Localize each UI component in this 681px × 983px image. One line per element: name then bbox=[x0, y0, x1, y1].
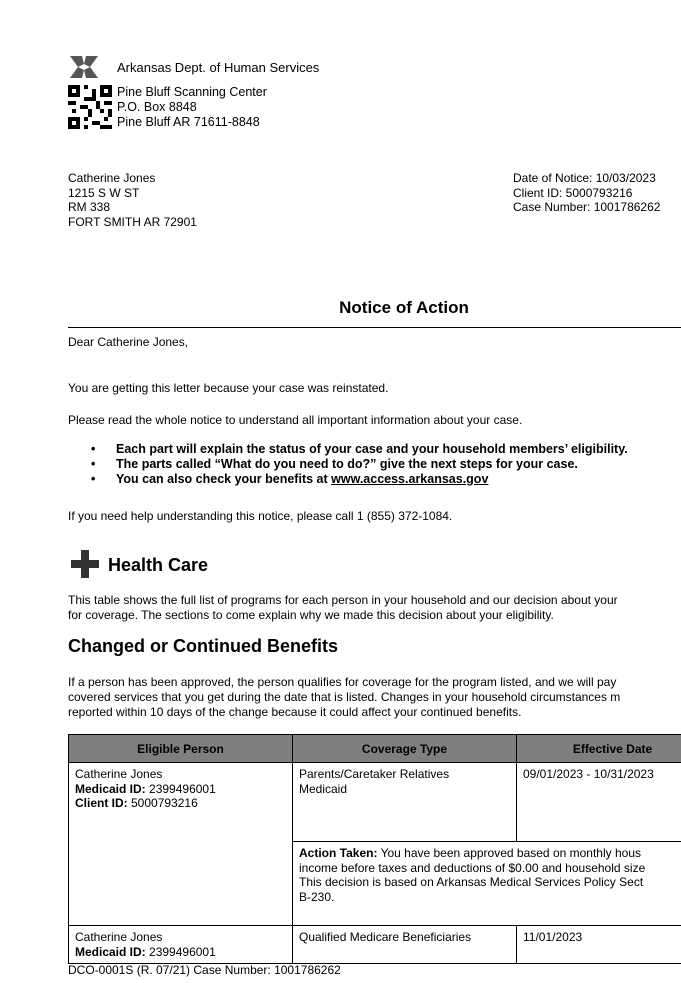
person-name: Catherine Jones bbox=[75, 930, 163, 944]
benefits-paragraph bbox=[68, 675, 681, 720]
bullet-text: The parts called “What do you need to do?” give the next steps for your case. bbox=[116, 457, 578, 471]
table-row bbox=[69, 926, 681, 964]
bullet-item bbox=[88, 442, 681, 457]
paragraph-line: reported within 10 days of the change because it could affect your continued benefits. bbox=[68, 705, 522, 719]
center-line: Pine Bluff Scanning Center bbox=[117, 85, 267, 99]
address-line: 1215 S W ST bbox=[68, 185, 140, 200]
effective-date-cell: 09/01/2023 - 10/31/2023 bbox=[517, 763, 681, 842]
health-cross-icon bbox=[71, 550, 99, 578]
client-id-value: 5000793216 bbox=[127, 796, 198, 810]
recipient-address bbox=[68, 171, 197, 229]
notice-meta bbox=[513, 171, 660, 215]
medicaid-id-value: 2399496001 bbox=[145, 781, 216, 796]
coverage-type-cell bbox=[293, 763, 517, 842]
header-effective-date: Effective Date bbox=[517, 735, 681, 763]
agency-name: Arkansas Dept. of Human Services bbox=[117, 60, 320, 75]
medicaid-id bbox=[75, 945, 286, 960]
paragraph-line: covered services that you get during the date that is listed. Changes in your household circumstances m bbox=[68, 690, 621, 704]
health-care-heading: Health Care bbox=[108, 555, 209, 575]
action-taken-cell bbox=[293, 842, 681, 926]
header-coverage-type: Coverage Type bbox=[293, 735, 517, 763]
bullet-text: Each part will explain the status of your case and your household members’ eligibility. bbox=[116, 442, 628, 456]
access-arkansas-link[interactable]: www.access.arkansas.gov bbox=[331, 472, 489, 486]
case-number: Case Number: 1001786262 bbox=[513, 200, 661, 214]
paragraph-line: If a person has been approved, the person qualifies for coverage for the program listed, and we will pay bbox=[68, 675, 617, 689]
address-line: FORT SMITH AR 72901 bbox=[68, 214, 197, 229]
eligible-person-cell bbox=[69, 763, 293, 926]
eligible-person-cell bbox=[69, 926, 293, 964]
coverage-type-cell: Qualified Medicare Beneficiaries bbox=[293, 926, 517, 964]
action-line: income before taxes and deductions of $0.00 and household size bbox=[299, 860, 646, 875]
intro-reinstated: You are getting this letter because your case was reinstated. bbox=[68, 381, 389, 395]
bullet-item bbox=[88, 472, 681, 487]
dhs-logo-icon bbox=[68, 54, 100, 80]
client-id: Client ID: 5000793216 bbox=[513, 185, 633, 200]
title-divider bbox=[68, 327, 681, 328]
header-eligible-person: Eligible Person bbox=[69, 735, 293, 763]
center-line: P.O. Box 8848 bbox=[117, 100, 197, 114]
bullet-text: You can also check your benefits at bbox=[116, 472, 332, 486]
notice-date: Date of Notice: 10/03/2023 bbox=[513, 171, 656, 185]
medicaid-id bbox=[75, 782, 286, 797]
notice-title: Notice of Action bbox=[339, 298, 469, 317]
person-name: Catherine Jones bbox=[75, 767, 163, 781]
benefits-heading: Changed or Continued Benefits bbox=[68, 636, 338, 656]
client-id-label: Client ID: bbox=[75, 796, 128, 810]
action-line: B-230. bbox=[299, 889, 335, 904]
table-row bbox=[69, 763, 681, 842]
effective-date-cell: 11/01/2023 bbox=[517, 926, 681, 964]
info-bullets bbox=[88, 442, 681, 487]
coverage-line: Medicaid bbox=[299, 781, 348, 796]
help-line: If you need help understanding this notice, please call 1 (855) 372-1084. bbox=[68, 509, 453, 523]
address-line: Catherine Jones bbox=[68, 171, 156, 185]
paragraph-line: for coverage. The sections to come explain why we made this decision about your eligibility. bbox=[68, 608, 554, 622]
action-text: You have been approved based on monthly hous bbox=[377, 846, 641, 860]
coverage-line: Parents/Caretaker Relatives bbox=[299, 767, 450, 781]
bullet-item bbox=[88, 457, 681, 472]
coverage-table bbox=[68, 734, 681, 964]
medicaid-id-label: Medicaid ID: bbox=[75, 944, 146, 959]
medicaid-id-value: 2399496001 bbox=[145, 944, 216, 959]
qr-code-icon bbox=[68, 85, 112, 129]
action-line: This decision is based on Arkansas Medical Services Policy Sect bbox=[299, 875, 644, 889]
medicaid-id-label: Medicaid ID: bbox=[75, 781, 146, 796]
center-line: Pine Bluff AR 71611-8848 bbox=[117, 115, 260, 129]
intro-read-notice: Please read the whole notice to understand all important information about your case. bbox=[68, 413, 523, 427]
action-taken-label: Action Taken: bbox=[299, 846, 378, 860]
action-line bbox=[299, 846, 681, 861]
table-header-row bbox=[69, 735, 681, 763]
address-line: RM 338 bbox=[68, 200, 111, 214]
footer: DCO-0001S (R. 07/21) Case Number: 1001786262 bbox=[68, 963, 341, 977]
greeting: Dear Catherine Jones, bbox=[68, 335, 189, 349]
paragraph-line: This table shows the full list of programs for each person in your household and our decision about your bbox=[68, 593, 618, 607]
health-care-paragraph bbox=[68, 593, 681, 623]
scanning-center-address bbox=[117, 85, 267, 130]
client-id-row bbox=[75, 796, 286, 811]
